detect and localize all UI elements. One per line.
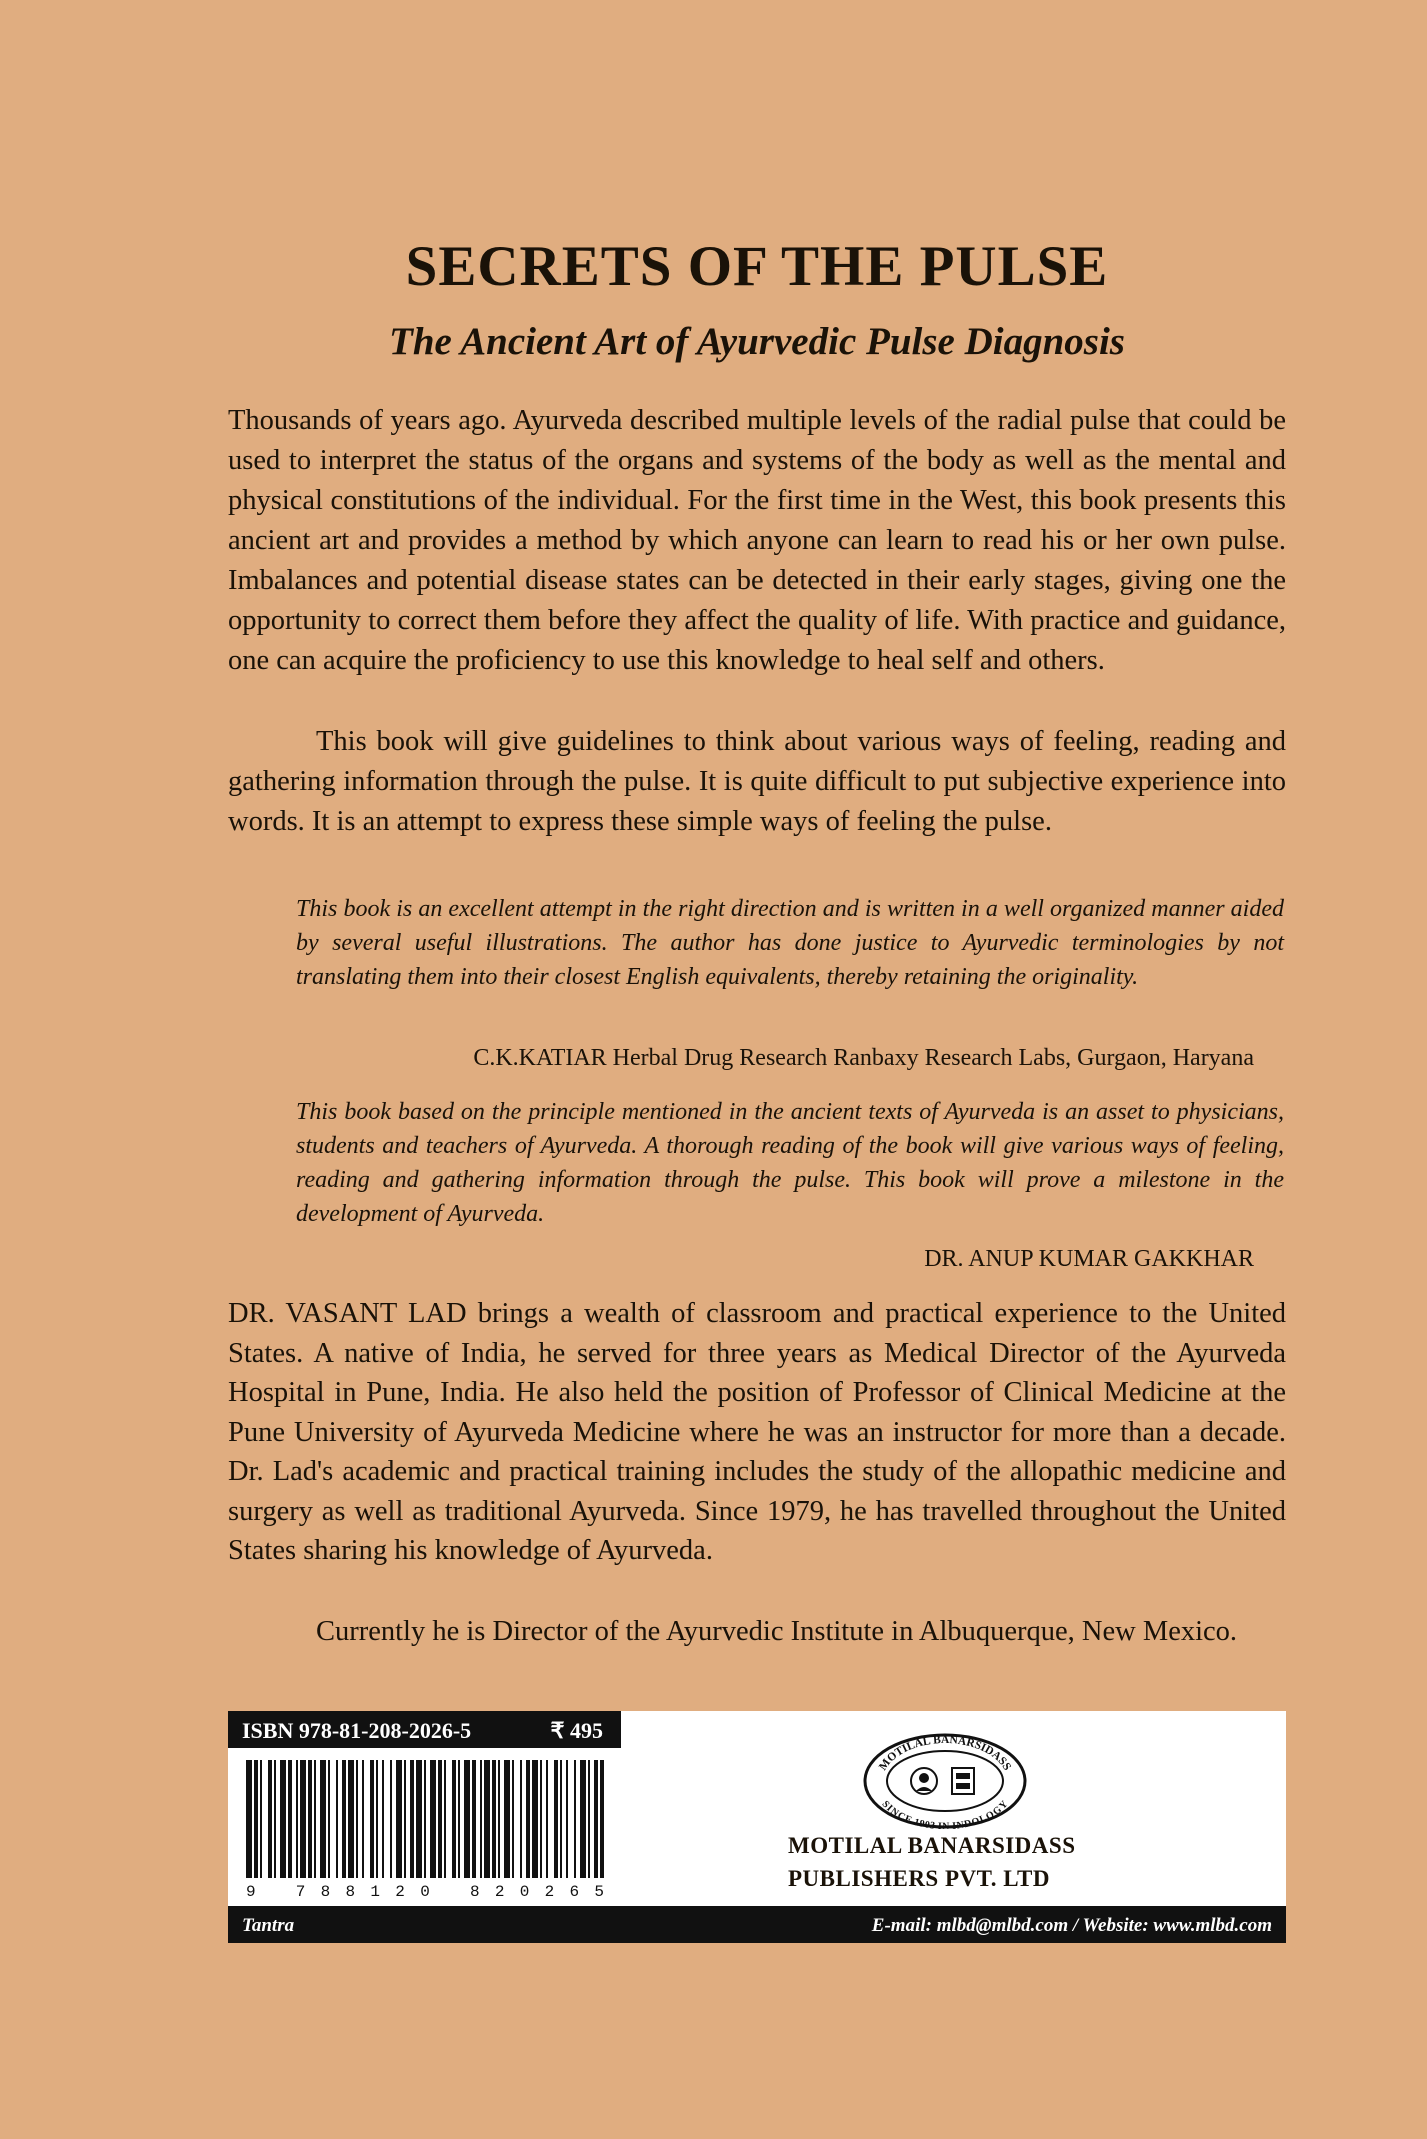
publisher-line-2: PUBLISHERS PVT. LTD [788, 1866, 1050, 1891]
publisher-logo-icon [860, 1731, 1030, 1829]
contact-info: E-mail: mlbd@mlbd.com / Website: www.mlbd.com [871, 1915, 1272, 1936]
barcode-digits: 9 788120 820265 [246, 1883, 604, 1900]
bottom-bar [228, 1906, 1286, 1943]
isbn-bar [228, 1711, 621, 1748]
barcode [228, 1748, 621, 1906]
author-bio-paragraph-1 [228, 1294, 1286, 1571]
book-subtitle: The Ancient Art of Ayurvedic Pulse Diagnosis [389, 320, 1125, 363]
price-text: ₹ 495 [550, 1718, 603, 1743]
review-attribution-2: DR. ANUP KUMAR GAKKHAR [924, 1246, 1254, 1272]
logo-top-text: MOTILAL BANARSIDASS [877, 1733, 1013, 1773]
footer-panel [228, 1711, 1286, 1943]
author-bio-text: brings a wealth of classroom and practical experience to the United States. A native of India, he served for three years as Medical Director of the Ayurveda Hospital in Pune, India. He also held the position of Professor of Clinical Medicine at the Pune University of Ayurveda Medicine where he was an instructor for more than a decade. Dr. Lad's academic and practical training includes the study of the allopathic medicine and surgery as well as traditional Ayurveda. Since 1979, he has travelled throughout the United States sharing his knowledge of Ayurveda. [228, 1298, 1287, 1566]
review-quote-2: This book based on the principle mentioned in the ancient texts of Ayurveda is an asset to physicians, students and teachers of Ayurveda. A thorough reading of the book will give various ways of feeling, reading and gathering information through the pulse. This book will prove a milestone in the development of Ayurveda. [296, 1099, 1284, 1227]
description-paragraph-1: Thousands of years ago. Ayurveda described multiple levels of the radial pulse that could be used to interpret the status of the organs and systems of the body as well as the mental and physical constitutions of the individual. For the first time in the West, this book presents this ancient art and provides a method by which anyone can learn to read his or her own pulse. Imbalances and potential disease states can be detected in their early stages, giving one the opportunity to correct them before they affect the quality of life. With practice and guidance, one can acquire the proficiency to use this knowledge to heal self and others. [228, 405, 1286, 676]
review-attribution-1: C.K.KATIAR Herbal Drug Research Ranbaxy Research Labs, Gurgaon, Haryana [473, 1045, 1254, 1071]
barcode-image [240, 1760, 610, 1900]
svg-text:MOTILAL BANARSIDASS [877, 1734, 1013, 1773]
svg-text:SINCE 1903 IN INDOLOGY [880, 1798, 1011, 1829]
publisher-name [788, 1829, 1088, 1895]
book-title: SECRETS OF THE PULSE [405, 235, 1109, 298]
review-quote-1: This book is an excellent attempt in the right direction and is written in a well organized manner aided by several useful illustrations. The author has done justice to Ayurvedic terminologies by not translating them into their closest English equivalents, thereby retaining the originality. [296, 896, 1284, 990]
author-bio-paragraph-2: Currently he is Director of the Ayurvedic Institute in Albuquerque, New Mexico. [316, 1616, 1238, 1647]
logo-bottom-text: SINCE 1903 IN INDOLOGY [879, 1798, 1011, 1829]
genre-label: Tantra [242, 1915, 295, 1936]
description-paragraph-2: This book will give guidelines to think about various ways of feeling, reading and gathering information through the pulse. It is quite difficult to put subjective experience into words. It is an attempt to express these simple ways of feeling the pulse. [228, 726, 1286, 837]
publisher-line-1: MOTILAL BANARSIDASS [788, 1833, 1076, 1858]
author-name: DR. VASANT LAD [228, 1298, 467, 1329]
isbn-text: ISBN 978-81-208-2026-5 [242, 1718, 472, 1743]
